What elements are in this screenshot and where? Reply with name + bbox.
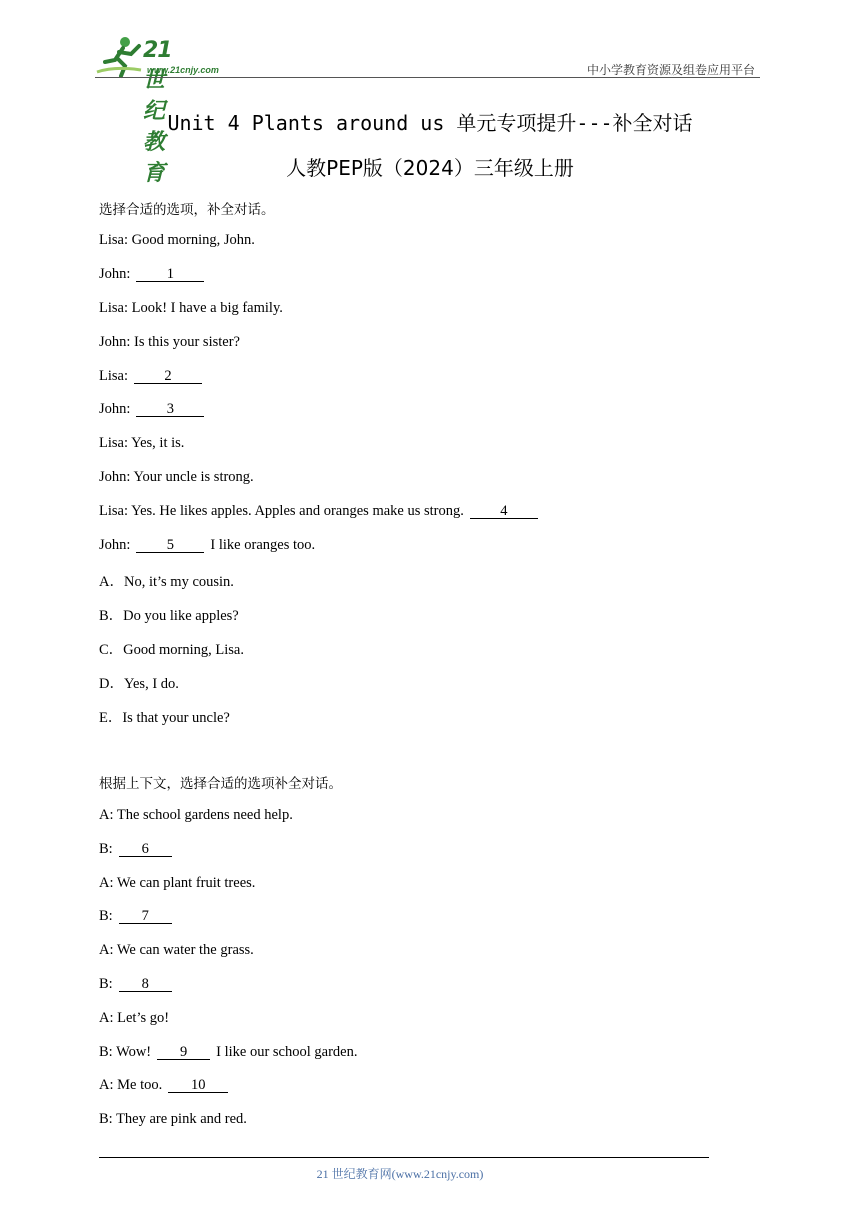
speaker: John: (99, 401, 131, 417)
platform-name: 中小学教育资源及组卷应用平台 (586, 63, 755, 77)
option-d: D．Yes, I do. (99, 676, 179, 692)
running-man-logo-icon (95, 32, 143, 80)
option-e: E．Is that your uncle? (99, 710, 230, 726)
dialogue-line (99, 1077, 228, 1094)
footer-divider (99, 1157, 709, 1158)
dialogue-line: A: We can plant fruit trees. (99, 875, 256, 891)
dialogue-line (99, 908, 172, 925)
section1-instruction: 选择合适的选项，补全对话。 (99, 202, 275, 218)
answer-blank[interactable]: 1 (136, 267, 204, 282)
speaker: B: (99, 976, 113, 992)
dialogue-text: I like oranges too. (210, 537, 316, 553)
dialogue-line: A: We can water the grass. (99, 942, 254, 958)
answer-blank[interactable]: 3 (136, 402, 204, 417)
answer-blank[interactable]: 10 (168, 1078, 228, 1093)
option-a: A．No, it’s my cousin. (99, 574, 234, 590)
speaker: B: (99, 841, 113, 857)
logo (95, 32, 219, 186)
dialogue-line (99, 841, 172, 858)
dialogue-text: I like our school garden. (216, 1044, 358, 1060)
dialogue-line: B: They are pink and red. (99, 1111, 247, 1127)
option-c: C．Good morning, Lisa. (99, 642, 244, 658)
dialogue-line: A: Let’s go! (99, 1010, 170, 1026)
answer-blank[interactable]: 9 (157, 1045, 210, 1060)
option-b: B．Do you like apples? (99, 608, 239, 624)
dialogue-line (99, 368, 202, 385)
dialogue-line (99, 266, 204, 283)
speaker: A: Me too. (99, 1077, 163, 1093)
logo-url: www.21cnjy.com (147, 65, 219, 75)
dialogue-line (99, 976, 172, 993)
dialogue-line: John: Is this your sister? (99, 334, 240, 350)
dialogue-line: Lisa: Good morning, John. (99, 232, 255, 248)
answer-blank[interactable]: 4 (470, 504, 538, 519)
dialogue-line (99, 1044, 357, 1061)
answer-blank[interactable]: 6 (119, 842, 172, 857)
dialogue-line: John: Your uncle is strong. (99, 469, 254, 485)
footer-text: 21 世纪教育网(www.21cnjy.com) (316, 1167, 484, 1181)
header-divider (95, 77, 760, 78)
speaker: Lisa: (99, 368, 128, 384)
logo-text: 21世纪教育 (143, 38, 172, 186)
answer-blank[interactable]: 2 (134, 369, 202, 384)
dialogue-text: Lisa: Yes. He likes apples. Apples and oranges make us strong. (99, 503, 464, 519)
dialogue-line: Lisa: Yes, it is. (99, 435, 185, 451)
speaker: B: Wow! (99, 1044, 152, 1060)
dialogue-line (99, 537, 315, 554)
dialogue-line: A: The school gardens need help. (99, 807, 293, 823)
answer-blank[interactable]: 8 (119, 977, 172, 992)
speaker: John: (99, 537, 131, 553)
answer-blank[interactable]: 5 (136, 538, 204, 553)
page-subtitle: 人教PEP版（2024）三年级上册 (286, 156, 574, 180)
dialogue-line (99, 401, 204, 418)
dialogue-line (99, 503, 538, 520)
section2-instruction: 根据上下文，选择合适的选项补全对话。 (99, 776, 342, 792)
dialogue-line: Lisa: Look! I have a big family. (99, 300, 283, 316)
speaker: John: (99, 266, 131, 282)
speaker: B: (99, 908, 113, 924)
answer-blank[interactable]: 7 (119, 909, 172, 924)
page-title: Unit 4 Plants around us 单元专项提升---补全对话 (167, 111, 693, 135)
